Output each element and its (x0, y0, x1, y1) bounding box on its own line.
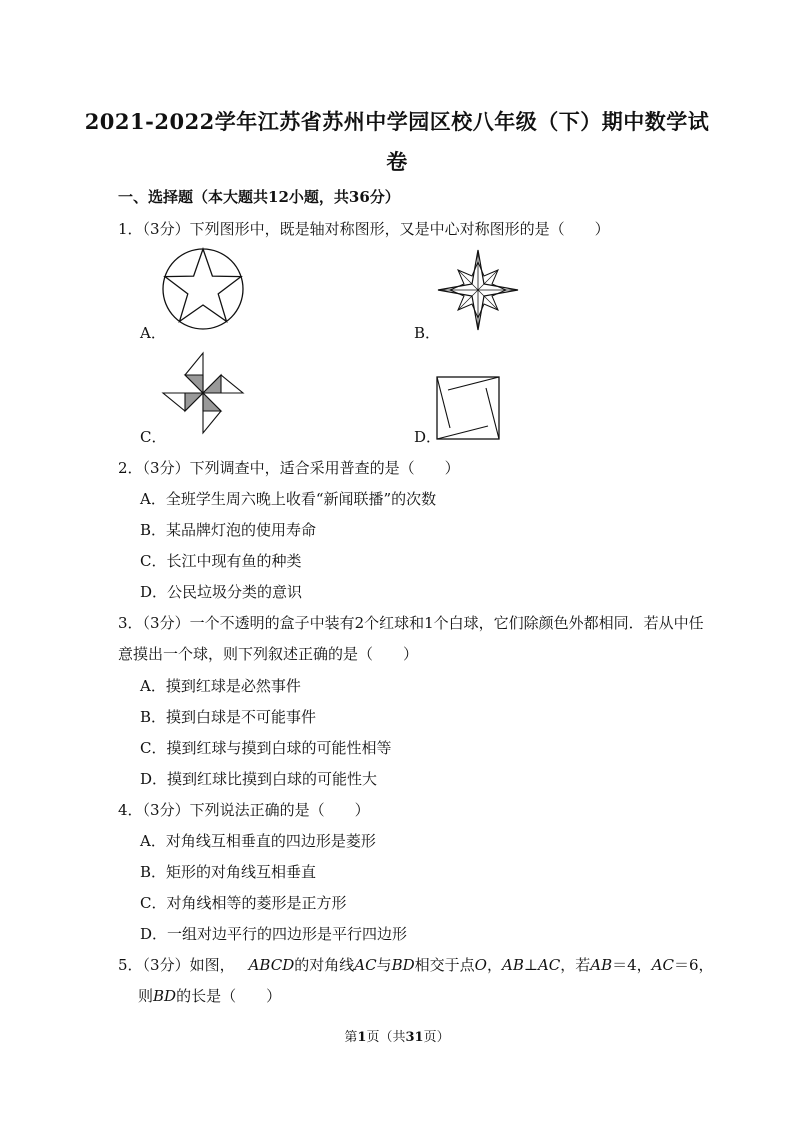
q5-ab-perp-ac: AB⊥AC (501, 956, 561, 974)
figure-a-label: A． (140, 324, 166, 342)
q5-text-3: 相交于点 (414, 956, 475, 974)
page-title-line-2: 卷 (386, 149, 408, 174)
footer-post: 页） (423, 1030, 450, 1045)
question-2-option-c: C．长江中现有鱼的种类 (140, 552, 302, 570)
question-3-stem-line-2: 意摸出一个球，则下列叙述正确的是（ ） (118, 645, 419, 663)
q5-text-4: ， (486, 956, 502, 974)
q5-ab: AB (590, 956, 613, 974)
q5-text-1: 的对角线 (294, 956, 355, 974)
q5-line2-post: 的长是（ ） (176, 987, 282, 1005)
q5-ac-2: AC (651, 956, 674, 974)
figure-d-nested-squares (436, 376, 500, 440)
question-4-stem: 4．（3分）下列说法正确的是（ ） (118, 801, 370, 819)
question-5-stem-line-2 (138, 985, 281, 1006)
question-3-option-a: A．摸到红球是必然事件 (140, 677, 301, 695)
q5-bd: BD (391, 956, 415, 974)
q5-text-2: 与 (376, 956, 392, 974)
footer-page-number: 1 (357, 1030, 367, 1045)
footer-mid: 页（共 (366, 1030, 406, 1045)
q5-o: O (474, 956, 487, 974)
question-2-option-b: B．某品牌灯泡的使用寿命 (140, 521, 317, 539)
footer-pre: 第 (344, 1030, 358, 1045)
question-4-option-d: D．一组对边平行的四边形是平行四边形 (140, 925, 408, 943)
figure-c-pinwheel (160, 350, 246, 436)
page-footer (0, 1026, 794, 1045)
question-1-stem: 1．（3分）下列图形中，既是轴对称图形，又是中心对称图形的是（ ） (118, 220, 610, 238)
question-2-option-d: D．公民垃圾分类的意识 (140, 583, 303, 601)
q5-ac: AC (354, 956, 377, 974)
figure-a-star-in-circle (160, 246, 246, 332)
question-2-option-a: A．全班学生周六晚上收看“新闻联播”的次数 (140, 490, 437, 508)
q5-line2-bd: BD (153, 987, 177, 1005)
q5-prefix: 5．（3分）如图， (118, 956, 235, 974)
question-4-option-a: A．对角线互相垂直的四边形是菱形 (140, 832, 376, 850)
question-3-option-b: B．摸到白球是不可能事件 (140, 708, 317, 726)
question-4-option-c: C．对角线相等的菱形是正方形 (140, 894, 347, 912)
question-5-stem-line-1 (118, 954, 714, 975)
q5-text-6: ＝4， (612, 956, 652, 974)
page-title-line-1: 2021-2022学年江苏省苏州中学园区校八年级（下）期中数学试 (84, 109, 710, 134)
q5-line2-pre: 则 (138, 987, 154, 1005)
q5-abcd: ABCD (248, 956, 295, 974)
question-3-option-d: D．摸到红球比摸到白球的可能性大 (140, 770, 378, 788)
question-4-option-b: B．矩形的对角线互相垂直 (140, 863, 317, 881)
question-2-stem: 2．（3分）下列调查中，适合采用普查的是（ ） (118, 459, 460, 477)
q5-text-5: ，若 (560, 956, 591, 974)
footer-total-pages: 31 (405, 1030, 424, 1045)
figure-c-label: C． (140, 428, 167, 446)
question-3-option-c: C．摸到红球与摸到白球的可能性相等 (140, 739, 392, 757)
section-heading: 一、选择题（本大题共12小题，共36分） (118, 188, 400, 206)
figure-d-label: D． (414, 428, 442, 446)
figure-b-compass-star (436, 248, 520, 332)
figure-b-label: B． (414, 324, 441, 342)
q5-text-7: ＝6， (674, 956, 714, 974)
question-3-stem-line-1: 3．（3分）一个不透明的盒子中装有2个红球和1个白球，它们除颜色外都相同．若从中任 (118, 614, 704, 632)
